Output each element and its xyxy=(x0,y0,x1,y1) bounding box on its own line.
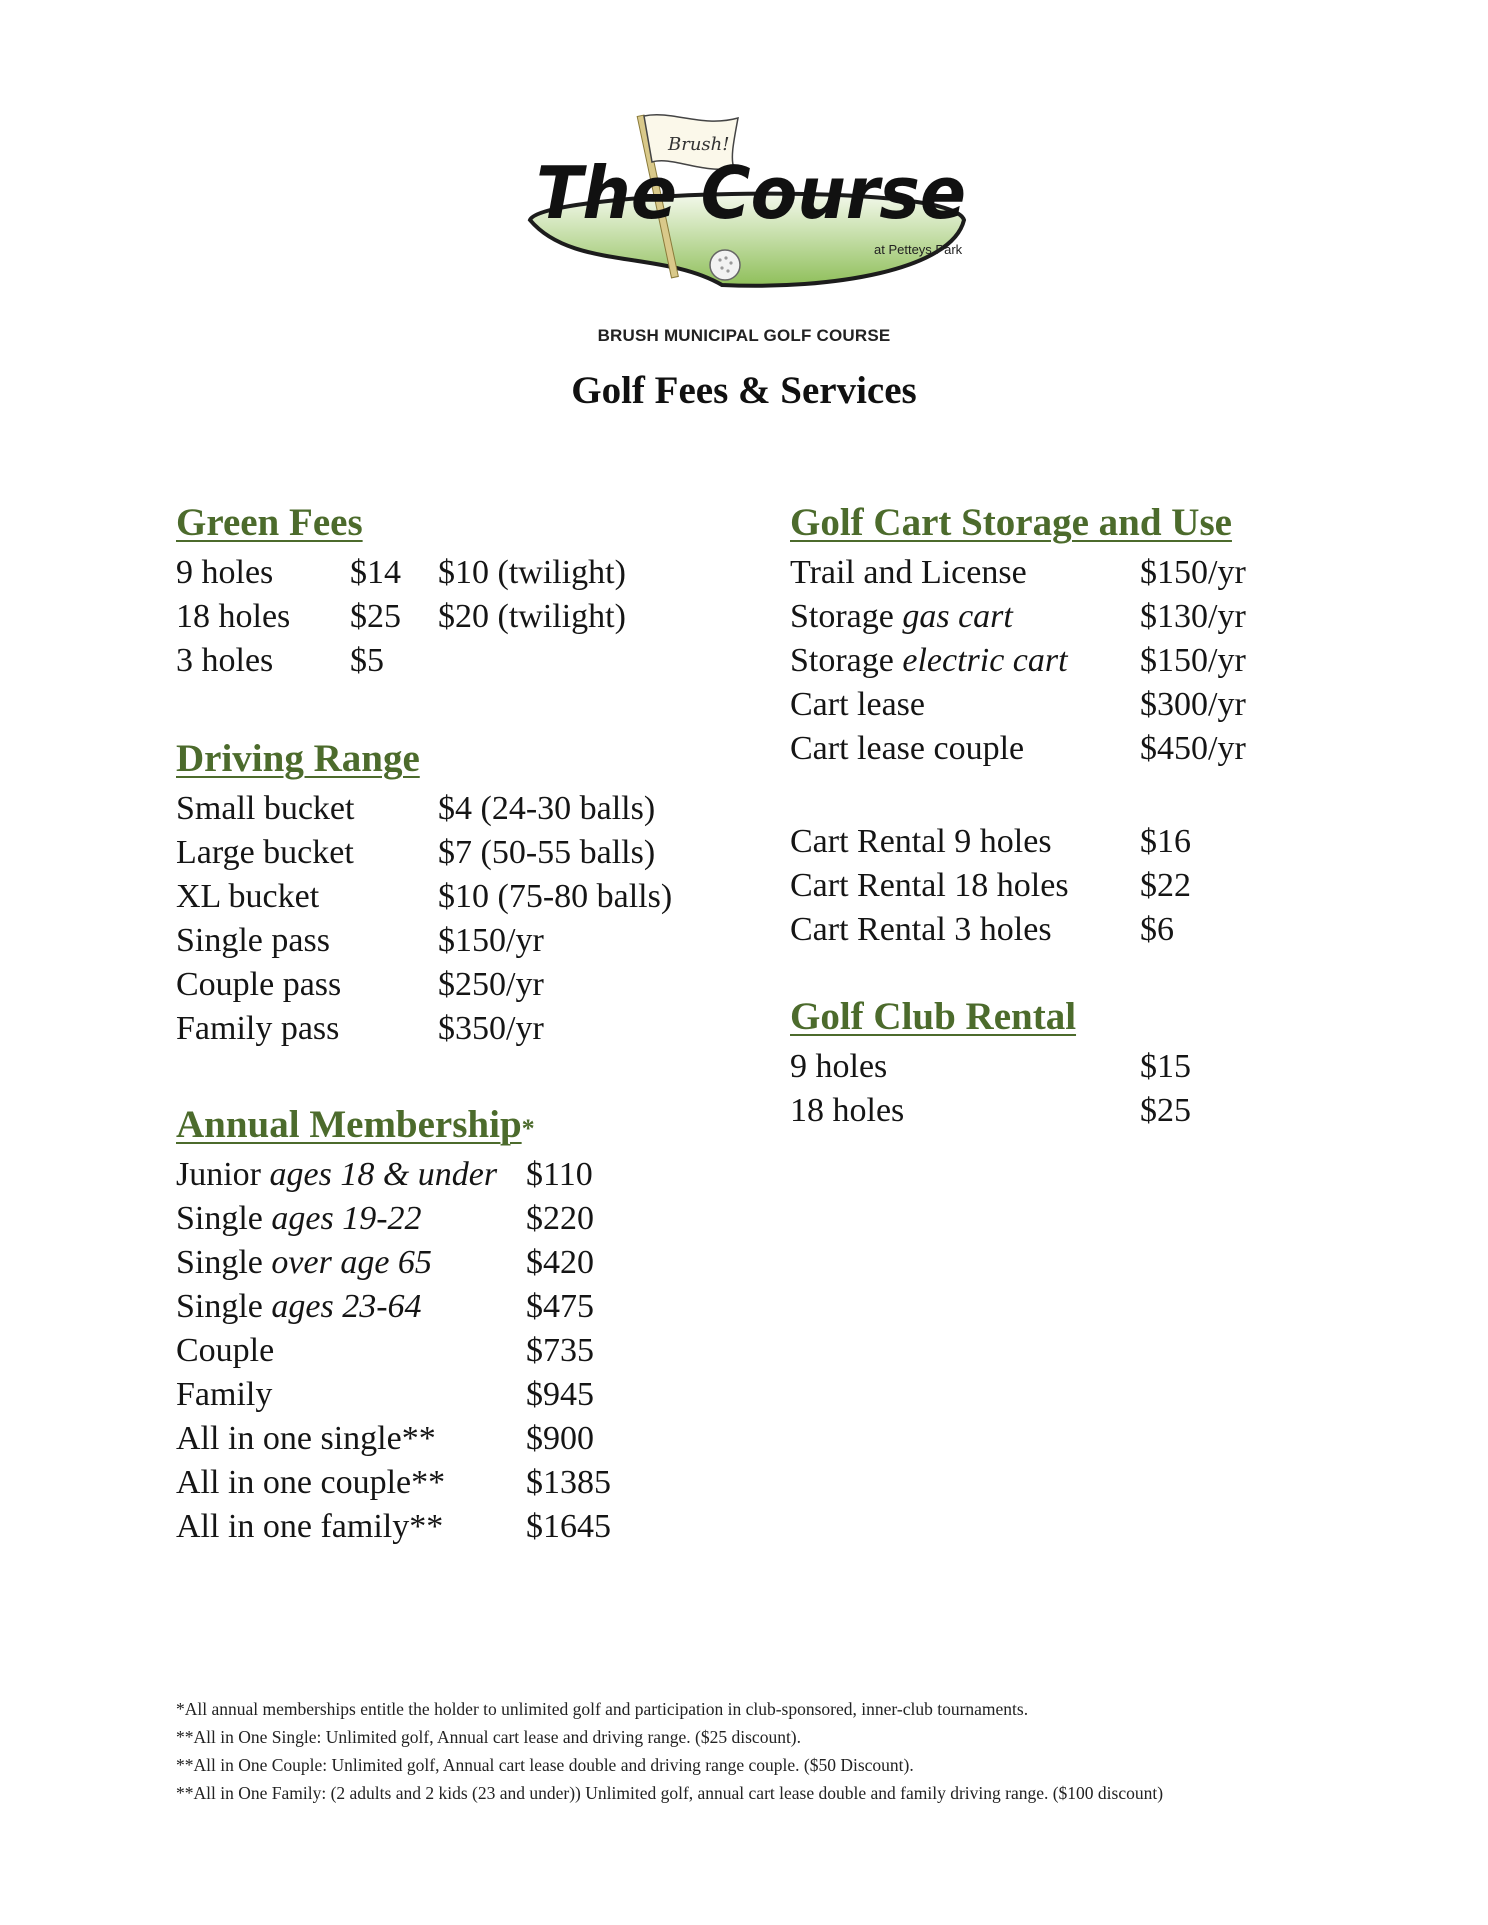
row-label: Couple pass xyxy=(176,966,342,1003)
row-label: Single xyxy=(176,1288,263,1325)
row-price: $1385 xyxy=(526,1464,611,1501)
row-price: $10 (75-80 balls) xyxy=(438,878,673,915)
row-note: over age 65 xyxy=(271,1244,432,1281)
club-rental-heading: Golf Club Rental xyxy=(790,995,1077,1038)
row-price: $150/yr xyxy=(1140,554,1246,591)
row-label: 18 holes xyxy=(790,1092,905,1129)
row-label: All in one single** xyxy=(176,1420,436,1457)
row-label: Junior xyxy=(176,1156,261,1193)
row-label: 9 holes xyxy=(176,554,274,591)
row-price: $5 xyxy=(350,642,384,679)
logo-tagline: at Petteys Park xyxy=(874,242,963,257)
row-price: $15 xyxy=(1140,1048,1191,1085)
row-label: Single xyxy=(176,1200,263,1237)
row-price: $420 xyxy=(526,1244,594,1281)
row-price: $6 xyxy=(1140,911,1174,948)
row-price: $945 xyxy=(526,1376,594,1413)
row-label: Couple xyxy=(176,1332,275,1369)
row-price: $14 xyxy=(350,554,401,591)
row-note: ages 23-64 xyxy=(271,1288,422,1325)
page-title: Golf Fees & Services xyxy=(571,369,917,412)
row-note: electric cart xyxy=(902,642,1068,679)
row-label: Single pass xyxy=(176,922,330,959)
row-label: Trail and License xyxy=(790,554,1027,591)
footnote: **All in One Family: (2 adults and 2 kids (23 and under)) Unlimited golf, annual cart lease double and family driving range. ($100 discount) xyxy=(176,1783,1164,1803)
row-price: $22 xyxy=(1140,867,1191,904)
annual-membership-heading xyxy=(176,1102,535,1147)
row-label-wrap xyxy=(176,1243,432,1283)
row-price: $4 (24-30 balls) xyxy=(438,790,656,827)
row-price: $130/yr xyxy=(1140,598,1246,635)
row-price: $475 xyxy=(526,1288,594,1325)
row-price: $25 xyxy=(350,598,401,635)
row-extra: $10 (twilight) xyxy=(438,554,626,591)
row-label: Cart lease xyxy=(790,686,925,723)
row-label: Cart Rental 18 holes xyxy=(790,867,1069,904)
row-label: 3 holes xyxy=(176,642,274,679)
row-price: $900 xyxy=(526,1420,594,1457)
row-label-wrap xyxy=(176,1199,422,1239)
logo-flag-text: Brush! xyxy=(668,134,730,155)
row-price: $350/yr xyxy=(438,1010,544,1047)
row-label: Family xyxy=(176,1376,273,1413)
row-label-wrap xyxy=(176,1155,497,1195)
row-price: $250/yr xyxy=(438,966,544,1003)
row-price: $1645 xyxy=(526,1508,611,1545)
driving-range-heading: Driving Range xyxy=(176,737,420,780)
row-label: XL bucket xyxy=(176,878,320,915)
row-price: $7 (50-55 balls) xyxy=(438,834,656,871)
row-label: Storage xyxy=(790,642,894,679)
course-logo xyxy=(512,100,982,330)
row-label: All in one couple** xyxy=(176,1464,446,1501)
row-price: $450/yr xyxy=(1140,730,1246,767)
row-label: Cart lease couple xyxy=(790,730,1025,767)
row-note: ages 19-22 xyxy=(271,1200,422,1237)
annual-membership-title: Annual Membership xyxy=(176,1103,522,1146)
row-price: $300/yr xyxy=(1140,686,1246,723)
row-label: 18 holes xyxy=(176,598,291,635)
footnote: **All in One Single: Unlimited golf, Annual cart lease and driving range. ($25 discount). xyxy=(176,1727,802,1747)
row-price: $220 xyxy=(526,1200,594,1237)
row-price: $735 xyxy=(526,1332,594,1369)
row-note: gas cart xyxy=(902,598,1013,635)
row-label: Small bucket xyxy=(176,790,355,827)
footnotes xyxy=(176,1695,1276,1807)
row-label-wrap xyxy=(790,641,1068,681)
row-label: Large bucket xyxy=(176,834,354,871)
row-price: $25 xyxy=(1140,1092,1191,1129)
cart-storage-heading: Golf Cart Storage and Use xyxy=(790,501,1232,544)
row-label: Storage xyxy=(790,598,894,635)
course-subtitle: BRUSH MUNICIPAL GOLF COURSE xyxy=(597,326,891,345)
row-price: $150/yr xyxy=(1140,642,1246,679)
row-label: Cart Rental 3 holes xyxy=(790,911,1052,948)
logo-wordmark: The Course xyxy=(536,151,966,235)
row-label-wrap xyxy=(176,1287,422,1327)
row-note: ages 18 & under xyxy=(269,1156,498,1193)
footnote: *All annual memberships entitle the holder to unlimited golf and participation in club-sponsored, inner-club tournaments. xyxy=(176,1699,1029,1719)
row-label: Single xyxy=(176,1244,263,1281)
row-price: $110 xyxy=(526,1156,593,1193)
row-price: $150/yr xyxy=(438,922,544,959)
row-label: Family pass xyxy=(176,1010,340,1047)
footnote: **All in One Couple: Unlimited golf, Annual cart lease double and driving range couple. ($50 Discount). xyxy=(176,1755,914,1775)
row-label: 9 holes xyxy=(790,1048,888,1085)
footnote-mark: * xyxy=(521,1114,535,1143)
green-fees-heading: Green Fees xyxy=(176,501,363,544)
row-price: $16 xyxy=(1140,823,1191,860)
row-label-wrap xyxy=(790,597,1013,637)
row-label: Cart Rental 9 holes xyxy=(790,823,1052,860)
row-extra: $20 (twilight) xyxy=(438,598,626,635)
row-label: All in one family** xyxy=(176,1508,444,1545)
